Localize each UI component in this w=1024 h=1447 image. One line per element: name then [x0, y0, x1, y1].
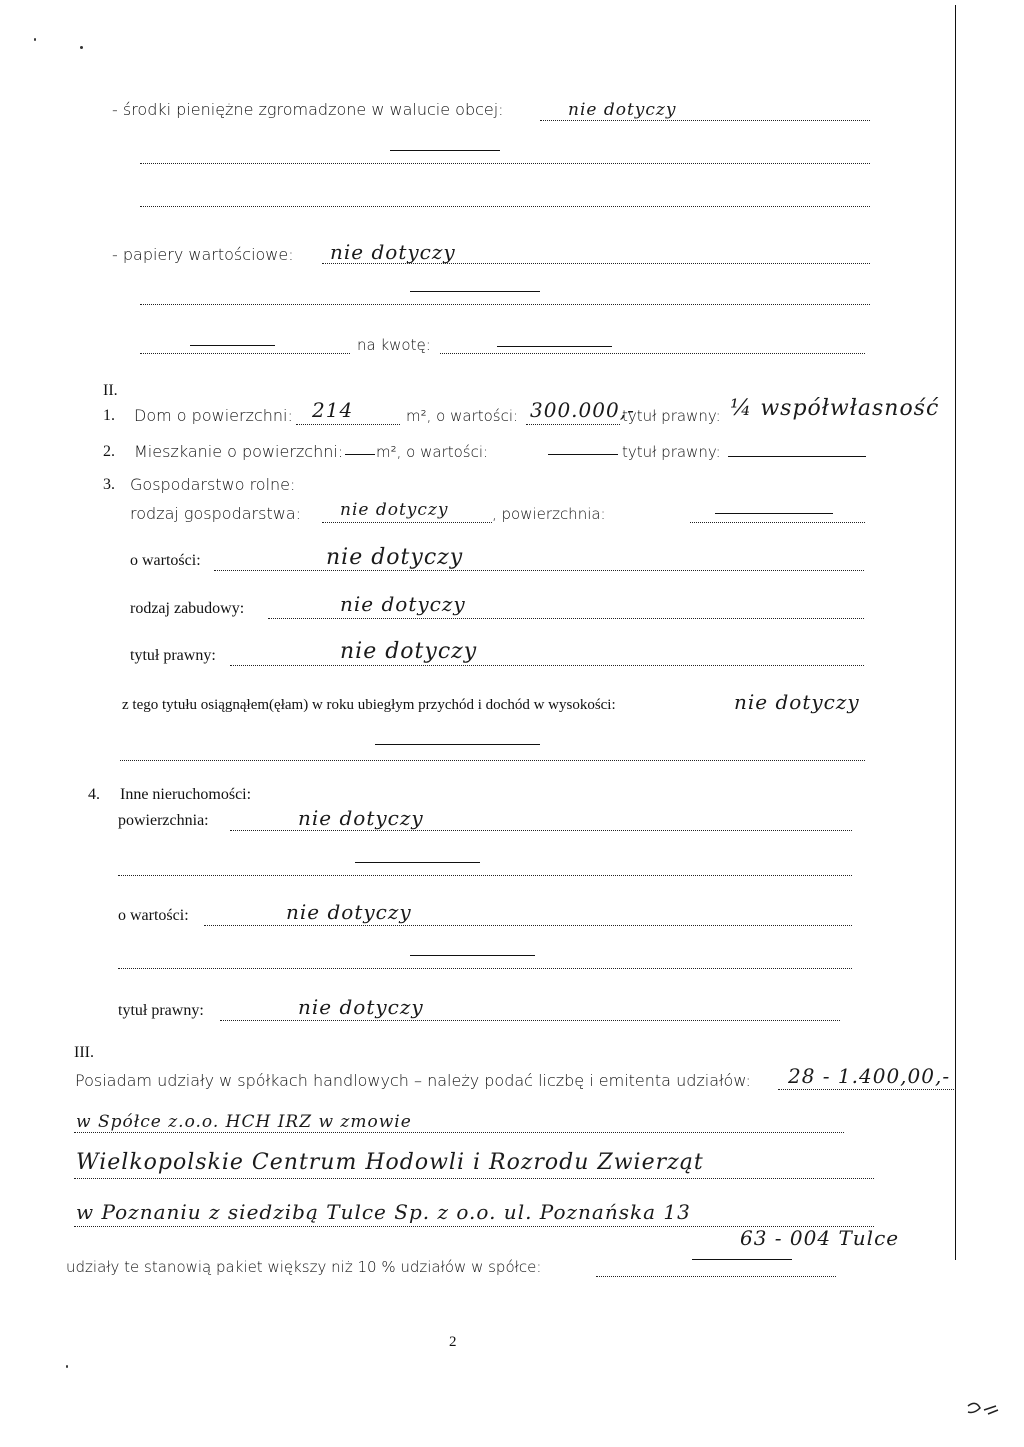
- apartment-unit-label: m², o wartości:: [376, 443, 489, 461]
- farm-value-label: o wartości:: [130, 552, 201, 569]
- underline-rule: [355, 862, 480, 863]
- house-title-value: ¼ współwłasność: [730, 396, 940, 421]
- dotted-line: [140, 304, 870, 305]
- emitent-line-1: w Spółce z.o.o. HCH IRZ w zmowie: [76, 1112, 412, 1132]
- scan-speck: [80, 46, 83, 49]
- corner-mark-icon: [966, 1398, 1006, 1418]
- scan-speck: [34, 38, 36, 41]
- pakiet-label: udziały te stanowią pakiet większy niż 10 % udziałów w spółce:: [66, 1258, 542, 1276]
- dotted-line: [74, 1132, 844, 1133]
- farm-buildings-label: rodzaj zabudowy:: [130, 600, 245, 617]
- dotted-line: [296, 424, 400, 425]
- other-label: Inne nieruchomości:: [120, 786, 252, 803]
- dotted-line: [440, 353, 865, 354]
- farm-title-label: tytuł prawny:: [130, 647, 216, 664]
- dotted-line: [596, 1276, 836, 1277]
- underline-rule: [375, 744, 540, 745]
- underline-rule: [190, 345, 275, 346]
- other-value-label: o wartości:: [118, 907, 189, 924]
- apartment-number: 2.: [103, 443, 115, 460]
- shares-value: 28 - 1.400,00,-: [788, 1064, 951, 1088]
- farm-type-value: nie dotyczy: [340, 500, 449, 520]
- dotted-line: [230, 830, 852, 831]
- other-area-value: nie dotyczy: [298, 806, 424, 830]
- dotted-line: [74, 1178, 874, 1179]
- house-unit-label: m², o wartości:: [406, 407, 519, 425]
- underline-rule: [390, 150, 500, 151]
- house-number: 1.: [103, 407, 115, 424]
- house-title-label: tytuł prawny:: [622, 407, 721, 425]
- farm-title-value: nie dotyczy: [340, 639, 478, 664]
- farm-area-label: , powierzchnia:: [492, 505, 606, 523]
- foreign-currency-label: - środki pieniężne zgromadzone w walucie obcej:: [112, 100, 504, 119]
- dotted-line: [214, 570, 864, 571]
- dotted-line: [230, 665, 864, 666]
- dotted-line: [140, 353, 350, 354]
- farm-number: 3.: [103, 476, 115, 493]
- house-label: Dom o powierzchni:: [134, 406, 293, 425]
- underline-rule: [410, 955, 535, 956]
- apartment-label: Mieszkanie o powierzchni:: [134, 442, 344, 461]
- farm-income-label: z tego tytułu osiągnąłem(ęłam) w roku ubiegłym przychód i dochód w wysokości:: [122, 697, 616, 713]
- dotted-line: [140, 206, 870, 207]
- dotted-line: [778, 1089, 956, 1090]
- dotted-line: [220, 1020, 840, 1021]
- house-value-value: 300.000,-: [530, 398, 635, 422]
- section-iii-heading: III.: [74, 1044, 94, 1061]
- dotted-line: [690, 522, 865, 523]
- farm-buildings-value: nie dotyczy: [340, 592, 466, 616]
- underline-rule: [345, 454, 375, 455]
- underline-rule: [715, 513, 833, 514]
- emitent-line-2: Wielkopolskie Centrum Hodowli i Rozrodu Zwierząt: [76, 1150, 704, 1175]
- page-number: 2: [449, 1334, 457, 1350]
- shares-label: Posiadam udziały w spółkach handlowych – należy podać liczbę i emitenta udziałów:: [75, 1071, 751, 1090]
- dotted-line: [140, 163, 870, 164]
- other-title-value: nie dotyczy: [298, 995, 424, 1019]
- dotted-line: [268, 618, 864, 619]
- dotted-line: [322, 522, 492, 523]
- securities-label: - papiery wartościowe:: [112, 245, 294, 264]
- farm-income-value: nie dotyczy: [734, 690, 860, 714]
- dotted-line: [204, 925, 852, 926]
- amount-label: na kwotę:: [357, 336, 431, 354]
- emitent-line-4: 63 - 004 Tulce: [740, 1226, 900, 1250]
- emitent-line-3: w Poznaniu z siedzibą Tulce Sp. z o.o. ul. Poznańska 13: [76, 1200, 691, 1224]
- dotted-line: [120, 760, 865, 761]
- securities-value: nie dotyczy: [330, 240, 456, 264]
- underline-rule: [410, 291, 540, 292]
- underline-rule: [497, 346, 612, 347]
- dotted-line: [118, 875, 852, 876]
- farm-label: Gospodarstwo rolne:: [130, 475, 296, 494]
- other-number: 4.: [88, 786, 100, 803]
- other-area-label: powierzchnia:: [118, 812, 209, 829]
- farm-value-value: nie dotyczy: [326, 545, 464, 570]
- underline-rule: [728, 456, 866, 457]
- farm-type-label: rodzaj gospodarstwa:: [130, 504, 302, 523]
- dotted-line: [118, 968, 852, 969]
- right-border-line: [955, 5, 956, 1260]
- underline-rule: [692, 1259, 792, 1260]
- house-area-value: 214: [312, 398, 354, 422]
- underline-rule: [548, 454, 618, 455]
- foreign-currency-value: nie dotyczy: [568, 100, 677, 120]
- dotted-line: [540, 120, 870, 121]
- other-title-label: tytuł prawny:: [118, 1002, 204, 1019]
- scan-speck: [66, 1365, 68, 1368]
- apartment-title-label: tytuł prawny:: [622, 443, 721, 461]
- section-ii-heading: II.: [103, 382, 118, 399]
- dotted-line: [526, 424, 620, 425]
- other-value-value: nie dotyczy: [286, 900, 412, 924]
